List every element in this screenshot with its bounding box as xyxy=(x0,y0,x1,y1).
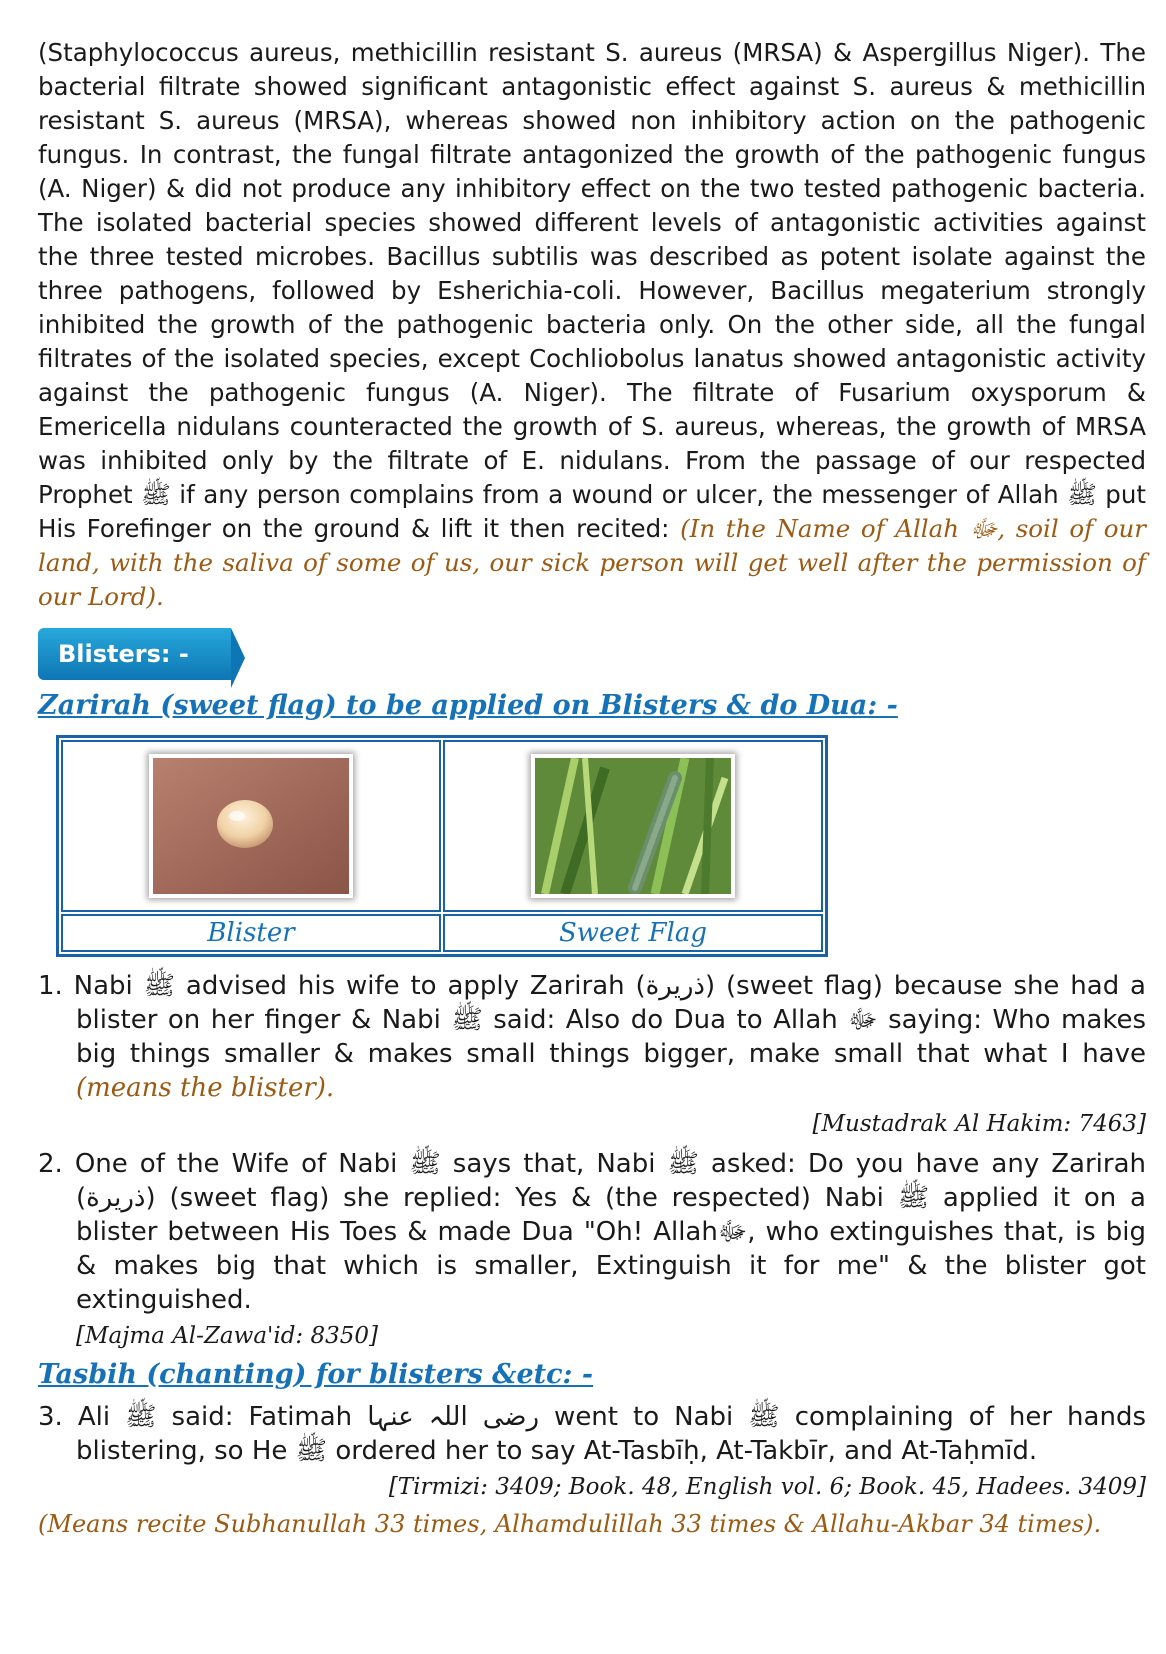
item-3-text: 3. Ali ﷺ said: Fatimah رضی اللہ عنہا went to Nabi ﷺ complaining of her hands blistering, so He ﷺ ordered her to say At-Tasbīḥ, At-Takbīr, and At-Taḥmīd. xyxy=(38,1402,1147,1466)
section-header-blisters: Blisters: - xyxy=(38,628,231,680)
blister-caption: Blister xyxy=(61,914,441,952)
intro-paragraph xyxy=(38,36,1146,614)
item-3-reference: [Tirmizi: 3409; Book. 48, English vol. 6; Book. 45, Hadees. 3409] xyxy=(388,1474,1146,1500)
list-item xyxy=(38,1147,1146,1317)
item-1-italic: (means the blister). xyxy=(76,1073,335,1103)
sweet-flag-image-cell xyxy=(443,740,823,912)
blister-photo xyxy=(149,754,353,898)
item-1-text: 1. Nabi ﷺ advised his wife to apply Zarirah (ذريرة) (sweet flag) because she had a blister on her finger & Nabi ﷺ said: Also do Dua to Allah ﷻ saying: Who makes big things smaller & makes small things bigger, make small that what I have xyxy=(38,971,1146,1069)
item-1-reference: [Mustadrak Al Hakim: 7463] xyxy=(812,1111,1146,1137)
document-page xyxy=(38,36,1146,1538)
intro-text: (Staphylococcus aureus, methicillin resistant S. aureus (MRSA) & Aspergillus Niger). The bacterial filtrate showed significant antagonistic effect against S. aureus & methicillin resistant S. aureus (MRSA), whereas showed non inhibitory action on the pathogenic fungus. In contrast, the fungal filtrate antagonized the growth of the pathogenic fungus (A. Niger) & did not produce any inhibitory effect on the two tested pathogenic bacteria. The isolated bacterial species showed different levels of antagonistic activities against the three tested microbes. Bacillus subtilis was described as potent isolate against the three pathogens, followed by Esherichia-coli. However, Bacillus megaterium strongly inhibited the growth of the pathogenic bacteria only. On the other side, all the fungal filtrates of the isolated species, except Cochliobolus lanatus showed antagonistic activity against the pathogenic fungus (A. Niger). The filtrate of Fusarium oxysporum & Emericella nidulans counteracted the growth of S. aureus, whereas, the growth of MRSA was inhibited only by the filtrate of E. nidulans. From the passage of our respected Prophet ﷺ if any person complains from a wound or ulcer, the messenger of Allah ﷺ put His Forefinger on the ground & lift it then recited: xyxy=(38,38,1146,543)
sweet-flag-photo xyxy=(531,754,735,898)
item-2-reference: [Majma Al-Zawa'id: 8350] xyxy=(76,1323,378,1349)
image-table xyxy=(56,735,828,957)
blister-image-cell xyxy=(61,740,441,912)
item-2-text: 2. One of the Wife of Nabi ﷺ says that, Nabi ﷺ asked: Do you have any Zarirah (ذريرة) (sweet flag) she replied: Yes & (the respected) Nabi ﷺ applied it on a blister between His Toes & made Dua "Oh! Allahﷻ, who extinguishes that, is big & makes big that which is smaller, Extinguish it for me" & the blister got extinguished. xyxy=(38,1149,1147,1315)
subheading-tasbih: Tasbih (chanting) for blisters &etc: - xyxy=(38,1359,594,1390)
subheading-zarirah: Zarirah (sweet flag) to be applied on Blisters & do Dua: - xyxy=(38,690,898,721)
sweet-flag-caption: Sweet Flag xyxy=(443,914,823,952)
intro-quote: (In the Name of Allah ﷻ, soil of our land, with the saliva of some of us, our sick person will get well after the permission of our Lord). xyxy=(38,514,1146,611)
hadith-list xyxy=(38,969,1146,1349)
list-item xyxy=(38,1400,1146,1468)
closing-note: (Means recite Subhanullah 33 times, Alhamdulillah 33 times & Allahu-Akbar 34 times). xyxy=(38,1510,1102,1538)
list-item xyxy=(38,969,1146,1105)
